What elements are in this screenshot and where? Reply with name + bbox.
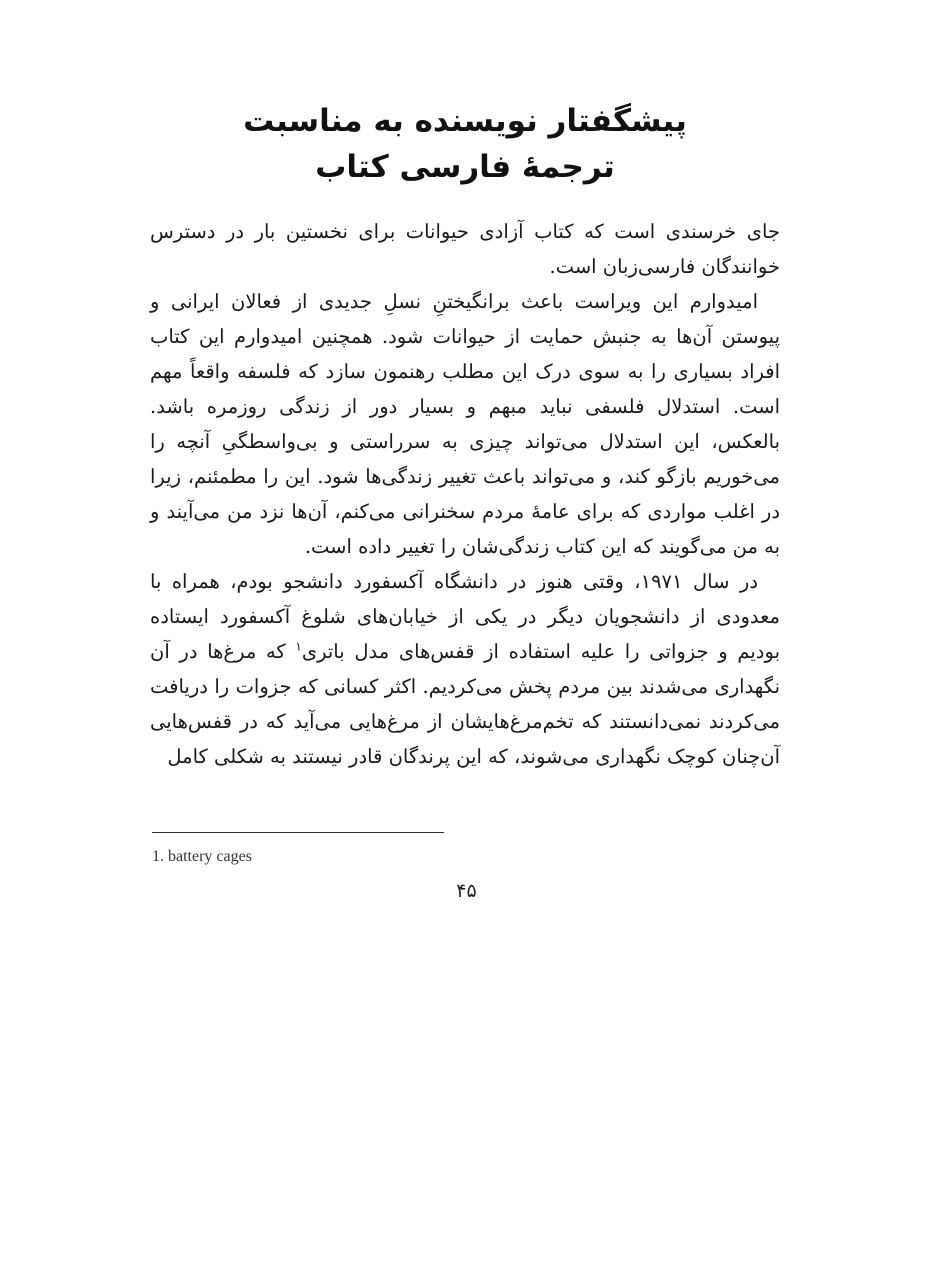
paragraph-3	[150, 564, 780, 774]
page-number: ۴۵	[456, 880, 477, 902]
title-line-1: پیشگفتار نویسنده به مناسبت	[243, 103, 687, 139]
body-text	[150, 214, 780, 774]
paragraph-3-text-end: که مرغ‌ها در آن نگهداری می‌شدند بین مردم پخش می‌کردیم. اکثر کسانی که جزوات را دریافت می‌کردند نمی‌دانستند که تخم‌مرغ‌هایشان از مرغ‌هایی می‌آید که در قفس‌هایی آن‌چنان کوچک نگهداری می‌شوند، که این پرندگان قادر نیستند به شکلی کامل	[150, 640, 780, 768]
footnote-reference: ۱	[295, 639, 302, 654]
paragraph-2: امیدوارم این ویراست باعث برانگیختنِ نسلِ جدیدی از فعالان ایرانی و پیوستن آن‌ها به جنبش حمایت از حیوانات شود. همچنین امیدوارم این کتاب افراد بسیاری را به سوی درک این مطلب رهنمون سازد که فلسفه واقعاً مهم است. استدلال فلسفی نباید مبهم و بسیار دور از زندگی روزمره باشد. بالعکس، این استدلال می‌تواند چیزی به سرراستی و بی‌واسطگیِ آنچه را می‌خوریم بازگو کند، و می‌تواند باعث تغییر زندگی‌ها شود. این را مطمئنم، زیرا در اغلب مواردی که برای عامهٔ مردم سخنرانی می‌کنم، آن‌ها نزد من می‌آیند و به من می‌گویند که این کتاب زندگی‌شان را تغییر داده است.	[150, 290, 780, 558]
paragraph-3-text-start: در سال ۱۹۷۱، وقتی هنوز در دانشگاه آکسفورد دانشجو بودم، همراه با معدودی از دانشجویان دیگر در یکی از خیابان‌های شلوغ آکسفورد ایستاده بودیم و جزواتی را علیه استفاده از قفس‌های مدل باتری	[150, 570, 780, 663]
paragraph-1: جای خرسندی است که کتاب آزادی حیوانات برای نخستین بار در دسترس خوانندگان فارسی‌زبان است.	[150, 220, 780, 278]
footnote-divider	[152, 832, 444, 833]
footnote: 1. battery cages	[152, 848, 252, 865]
chapter-title	[150, 98, 780, 190]
title-line-2: ترجمهٔ فارسی کتاب	[315, 149, 615, 185]
